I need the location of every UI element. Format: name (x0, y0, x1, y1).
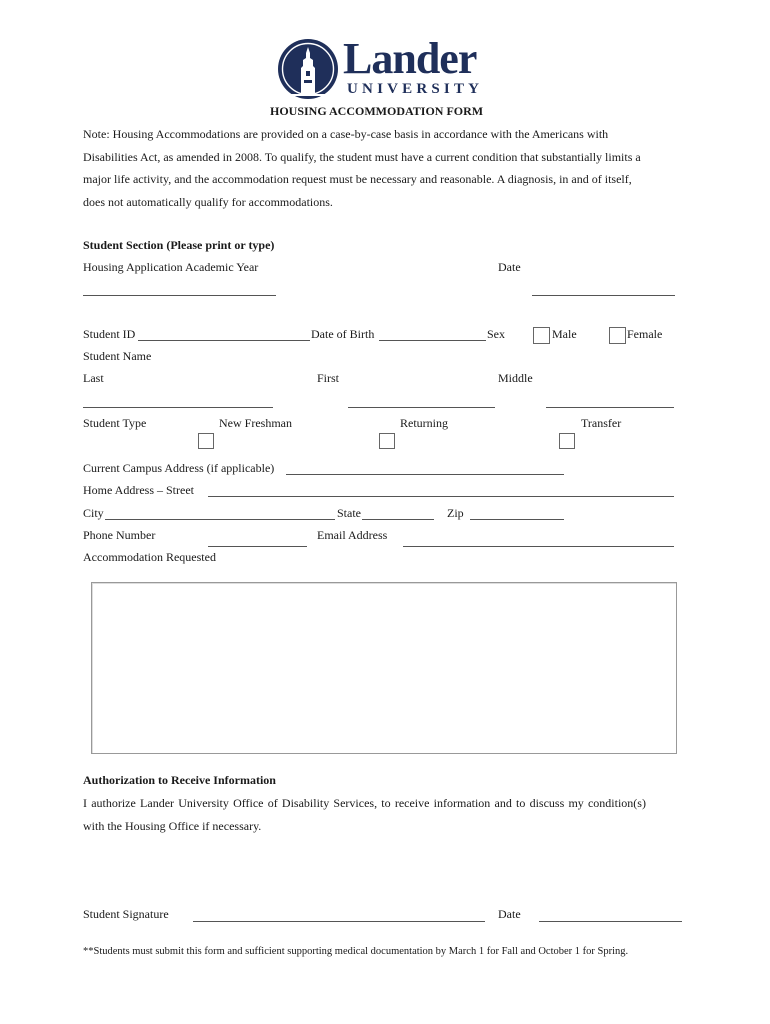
email-label: Email Address (317, 528, 388, 542)
accommodation-textarea[interactable] (91, 582, 677, 754)
last-name-label: Last (83, 371, 104, 385)
date-field[interactable] (532, 295, 675, 296)
note-line-1: Note: Housing Accommodations are provided on a case-by-case basis in accordance with the Americans with (83, 127, 609, 141)
returning-label: Returning (400, 416, 448, 430)
note-paragraph (83, 123, 683, 213)
zip-label: Zip (447, 506, 464, 520)
dob-label: Date of Birth (311, 327, 375, 341)
academic-year-label: Housing Application Academic Year (83, 260, 259, 274)
student-name-label: Student Name (83, 349, 152, 363)
home-address-field[interactable] (208, 496, 674, 497)
campus-address-field[interactable] (286, 474, 564, 475)
female-label: Female (627, 327, 663, 341)
lander-logo (277, 34, 495, 102)
student-section-heading: Student Section (Please print or type) (83, 238, 275, 252)
female-checkbox[interactable] (609, 327, 626, 344)
form-title: HOUSING ACCOMMODATION FORM (270, 104, 484, 118)
authorization-line-2: with the Housing Office if necessary. (83, 819, 262, 833)
logo-university-text: UNIVERSITY (347, 81, 484, 97)
middle-name-label: Middle (498, 371, 533, 385)
last-name-field[interactable] (83, 407, 273, 408)
authorization-heading: Authorization to Receive Information (83, 773, 276, 787)
email-field[interactable] (403, 546, 674, 547)
new-freshman-label: New Freshman (219, 416, 292, 430)
signature-date-label: Date (498, 907, 521, 921)
state-field[interactable] (362, 519, 434, 520)
phone-field[interactable] (208, 546, 307, 547)
academic-year-field[interactable] (83, 295, 276, 296)
note-line-2: Disabilities Act, as amended in 2008. To qualify, the student must have a current condition that substantially limits a (83, 149, 641, 164)
signature-date-field[interactable] (539, 921, 682, 922)
logo-wordmark: Lander (343, 34, 477, 83)
note-line-4: does not automatically qualify for accommodations. (83, 194, 333, 209)
campus-address-label: Current Campus Address (if applicable) (83, 461, 275, 475)
signature-field[interactable] (193, 921, 485, 922)
note-line-3: major life activity, and the accommodation request must be necessary and reasonable. A diagnosis, in and of itself, (83, 172, 632, 187)
zip-field[interactable] (470, 519, 564, 520)
student-type-label: Student Type (83, 416, 147, 430)
footer-note: **Students must submit this form and sufficient supporting medical documentation by March 1 for Fall and October 1 for Spring. (83, 946, 629, 957)
sex-label: Sex (487, 327, 505, 341)
male-checkbox[interactable] (533, 327, 550, 344)
student-id-label: Student ID (83, 327, 136, 341)
authorization-line-1: I authorize Lander University Office of Disability Services, to receive information and to discuss my condition(s) (83, 796, 646, 810)
home-address-label: Home Address – Street (83, 483, 194, 497)
new-freshman-checkbox[interactable] (198, 433, 214, 449)
returning-checkbox[interactable] (379, 433, 395, 449)
phone-label: Phone Number (83, 528, 156, 542)
signature-label: Student Signature (83, 907, 169, 921)
tower-seal-icon (277, 38, 339, 100)
dob-field[interactable] (379, 340, 486, 341)
city-label: City (83, 506, 104, 520)
first-name-label: First (317, 371, 340, 385)
middle-name-field[interactable] (546, 407, 674, 408)
male-label: Male (552, 327, 577, 341)
first-name-field[interactable] (348, 407, 495, 408)
accommodation-label: Accommodation Requested (83, 550, 216, 564)
city-field[interactable] (105, 519, 335, 520)
state-label: State (337, 506, 361, 520)
student-id-field[interactable] (138, 340, 310, 341)
date-label: Date (498, 260, 521, 274)
transfer-checkbox[interactable] (559, 433, 575, 449)
transfer-label: Transfer (581, 416, 622, 430)
